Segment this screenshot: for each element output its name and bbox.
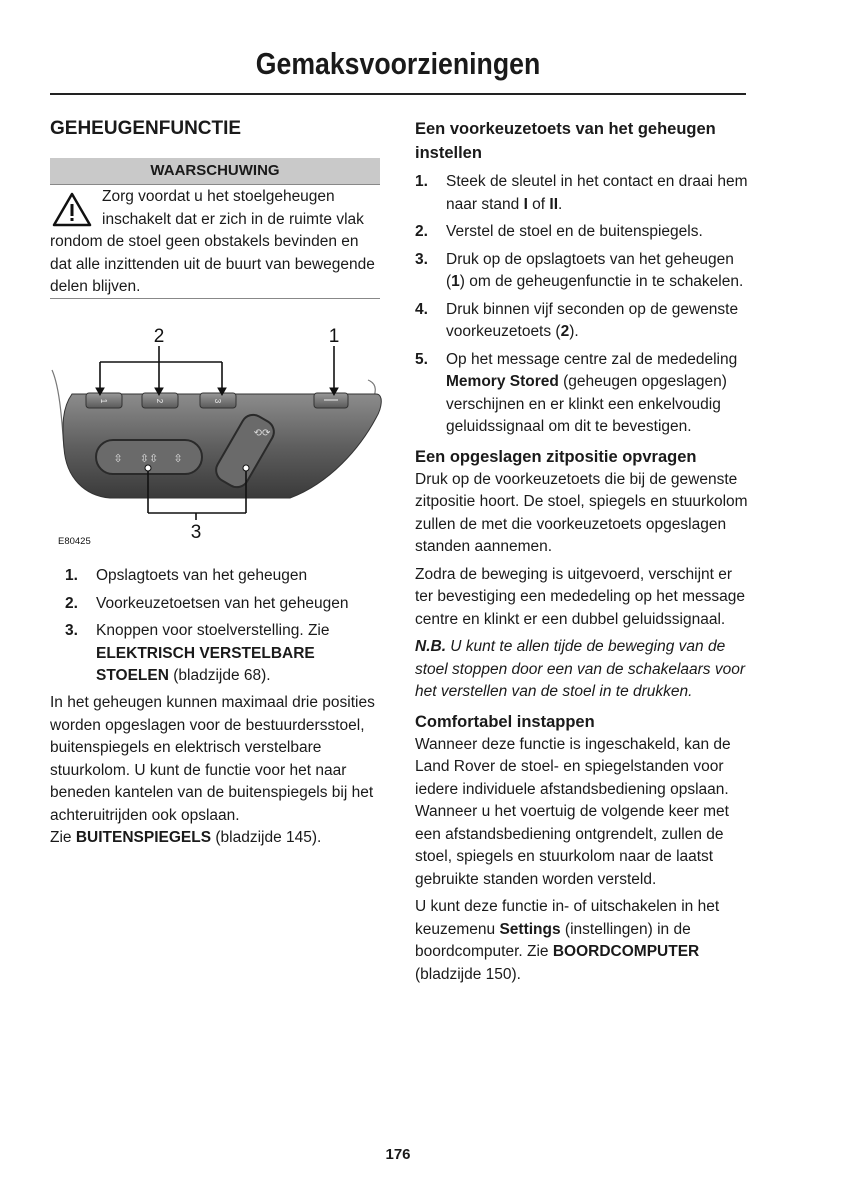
warning-text: Zorg voordat u het stoelgeheugen inschakelt dat er zich in de ruimte vlak rondom de stoel geen obstakels bevinden en dat alle inzittenden uit de buurt van bewegende delen blijven. (50, 188, 375, 295)
preset-button-2 (142, 393, 178, 408)
preset-label-3: 3 (213, 398, 222, 404)
figure-code: E80425 (58, 536, 91, 547)
recall-paragraph-2: Zodra de beweging is uitgevoerd, verschijnt er ter bevestiging een mededeling op het message centre en klinkt er een dubbel geluidssignaal. (415, 565, 746, 628)
legend-item: 1. Opslagtoets van het geheugen (65, 567, 308, 584)
heading-comfort: Comfortabel instappen (415, 712, 595, 731)
title-rule (50, 93, 746, 95)
right-column (415, 117, 750, 991)
warning-box (50, 186, 380, 299)
warning-heading: WAARSCHUWING (50, 158, 380, 185)
step-item: 4. Druk binnen vijf seconden op de gewenste voorkeuzetoets (2). (415, 300, 739, 340)
svg-text:⟲⟳: ⟲⟳ (253, 428, 271, 439)
preset-button-1 (86, 393, 122, 408)
left-body (50, 692, 382, 855)
link-mirrors[interactable]: BUITENSPIEGELS (75, 829, 212, 846)
page-number: 176 (385, 1146, 411, 1163)
svg-text:⇳: ⇳ (113, 452, 123, 465)
step-item: 2. Verstel de stoel en de buitenspiegels. (415, 223, 703, 240)
link-trip-computer[interactable]: BOORDCOMPUTER (552, 943, 700, 960)
warning-divider (50, 298, 380, 299)
svg-text:⇳⇳: ⇳⇳ (139, 452, 159, 465)
note: N.B. U kunt te allen tijde de beweging van de stoel stoppen door een van de schakelaars voor het verstellen van de stoel in te drukken. (415, 638, 746, 700)
step-item: 5. Op het message centre zal de mededeling Memory Stored (geheugen opgeslagen) verschijnen en er klinkt een enkelvoudig geluidssignaal om dit te bevestigen. (415, 350, 738, 435)
memory-store-button (314, 393, 348, 408)
note-label: N.B. (415, 638, 446, 655)
mirrors-reference: Zie BUITENSPIEGELS (bladzijde 145). (50, 829, 322, 846)
step-item: 3. Druk op de opslagtoets van het geheugen (1) om de geheugenfunctie in te schakelen. (415, 250, 744, 290)
callout-1: 1 (328, 326, 340, 347)
legend-item: 3. Knoppen voor stoelverstelling. Zie ELEKTRISCH VERSTELBARE STOELEN (bladzijde 68). (65, 622, 330, 684)
comfort-paragraph-2: U kunt deze functie in- of uitschakelen in het keuzemenu Settings (instellingen) in de boordcomputer. Zie BOORDCOMPUTER (bladzijde 150). (415, 898, 720, 983)
callout-2: 2 (153, 326, 165, 347)
comfort-paragraph-1: Wanneer deze functie is ingeschakeld, kan de Land Rover de stoel- en spiegelstanden voor iedere individuele afstandsbediening opslaan. Wanneer u het voertuig de volgende keer met een afstandsbediening ontgrendelt, zullen de stoel, spiegels en stuurkolom naar de laatst gebruikte standen worden versteld. (415, 735, 731, 888)
page-title: Gemaksvoorzieningen (255, 46, 541, 81)
memory-paragraph: In het geheugen kunnen maximaal drie posities worden opgeslagen voor de bestuurdersstoel, buitenspiegels en elektrisch verstelbare stuurkolom. U kunt de functie voor het naar beneden kantelen van de buitenspiegels bij het achteruitrijden ook opslaan. (50, 694, 375, 824)
heading-recall: Een opgeslagen zitpositie opvragen (415, 447, 697, 466)
step-item: 1. Steek de sleutel in het contact en draai hem naar stand I of II. (415, 173, 748, 213)
warning-triangle-icon (52, 192, 92, 228)
preset-label-1: 1 (99, 398, 108, 404)
preset-button-3 (200, 393, 236, 408)
section-title: GEHEUGENFUNCTIE (50, 118, 242, 139)
preset-label-2: 2 (155, 398, 164, 404)
legend-item: 2. Voorkeuzetoetsen van het geheugen (65, 594, 349, 612)
svg-text:⇳: ⇳ (173, 452, 183, 465)
callout-3: 3 (190, 522, 202, 543)
heading-set-preset: Een voorkeuzetoets van het geheugen instellen (415, 120, 716, 162)
figure-legend (65, 565, 385, 693)
link-seats[interactable]: ELEKTRISCH VERSTELBARE STOELEN (96, 644, 315, 684)
memory-switch-figure (50, 318, 385, 550)
recall-paragraph-1: Druk op de voorkeuzetoets die bij de gewenste zitpositie hoort. De stoel, spiegels en stuurkolom zullen de met die voorkeuzetoets opgeslagen standen aannemen. (415, 470, 748, 555)
